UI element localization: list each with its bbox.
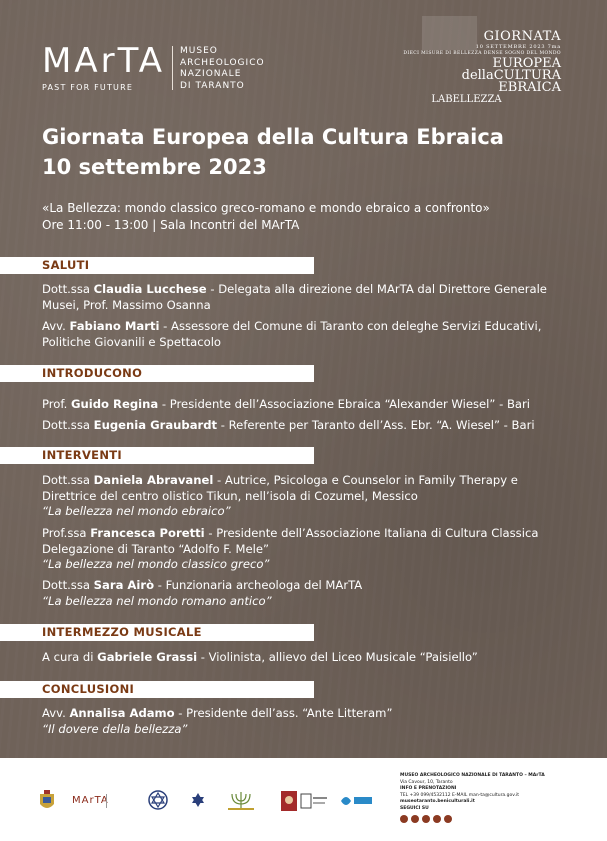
youtube-icon[interactable] [422,815,430,823]
event-line-1: GIORNATA [483,29,561,44]
entry-interventi-2: Prof.ssa Francesca Poretti - Presidente dell’Associazione Italiana di Cultura Classica Delegazione di Taranto “Adolfo F. Mele” “La bellezza nel mondo classico greco” [42,526,539,571]
cultural-association-icon [280,790,298,812]
footer-info: MUSEO ARCHEOLOGICO NAZIONALE DI TARANTO – MArTA Via Cavour, 10, Taranto INFO E PRENOTAZIONI TEL +39 099/4532112 E-MAIL man-ta@cultura.gov.it museotaranto.beniculturali.it SEGUICI SU [400,773,600,823]
page-title: Giornata Europea della Cultura Ebraica 10 settembre 2023 [42,125,504,179]
section-bar-intermezzo: INTERMEZZO MUSICALE [0,624,314,641]
facebook-icon[interactable] [400,815,408,823]
entry-introducono-2: Dott.ssa Eugenia Graubardt - Referente per Taranto dell’Ass. Ebr. “A. Wiesel” - Bari [42,418,535,432]
event-logo [403,30,561,106]
entry-introducono-1: Prof. Guido Regina - Presidente dell’Associazione Ebraica “Alexander Wiesel” - Bari [42,397,531,411]
star-of-david-icon [148,790,168,810]
section-bar-conclusioni: CONCLUSIONI [0,681,314,698]
marta-logo [42,41,265,92]
ucei-logo-icon [338,790,374,812]
event-line-5: LABELLEZZA [431,94,502,105]
event-subtitle: «La Bellezza: mondo classico greco-romano e mondo ebraico a confronto» Ore 11:00 - 13:00 | Sala Incontri del MArTA [42,201,490,232]
footer-website-link[interactable]: museotaranto.beniculturali.it [400,799,475,804]
section-bar-interventi: INTERVENTI [0,447,314,464]
event-line-3: dellaCULTURA [461,68,561,83]
entry-intermezzo-1: A cura di Gabriele Grassi - Violinista, allievo del Liceo Musicale “Paisiello” [42,650,478,664]
entry-saluti-2: Avv. Fabiano Marti - Assessore del Comune di Taranto con deleghe Servizi Educativi, Politiche Giovanili e Spettacolo [42,319,542,349]
logo-tagline: PAST FOR FUTURE [42,83,134,92]
event-date: 10 SETTEMBRE 2023 7ma [475,44,561,50]
instagram-icon[interactable] [411,815,419,823]
event-sub: DIECI MISURE DI BELLEZZA DENSE SOGNO DEL MONDO [403,51,561,56]
logo-museum-name: MUSEO ARCHEOLOGICO NAZIONALE DI TARANTO [180,46,265,91]
star-logo-icon [188,790,208,810]
event-line-2: EUROPEA [492,56,561,71]
entry-interventi-1: Dott.ssa Daniela Abravanel - Autrice, Psicologa e Counselor in Family Therapy e Direttrice del centro olistico Tikun, nell’isola di Cozumel, Messico “La bellezza nel mondo ebraico” [42,473,518,518]
section-bar-saluti: SALUTI [0,257,314,274]
region-crest-icon [38,788,56,814]
logo-separator [172,46,173,90]
sponsor-museum-mark [106,794,132,808]
entry-saluti-1: Dott.ssa Claudia Lucchese - Delegata alla direzione del MArTA dal Direttore Generale Musei, Prof. Massimo Osanna [42,282,547,312]
logo-word: MArTA [42,41,165,81]
tripadvisor-icon[interactable] [444,815,452,823]
menorah-logo-icon [224,790,258,812]
aicc-logo-icon [300,792,328,810]
tiktok-icon[interactable] [433,815,441,823]
sponsor-marta-logo: MArTA [72,795,109,806]
event-line-4: EBRAICA [498,80,561,95]
entry-interventi-3: Dott.ssa Sara Airò - Funzionaria archeologa del MArTA “La bellezza nel mondo romano antico” [42,578,363,608]
section-bar-introducono: INTRODUCONO [0,365,314,382]
social-links [400,815,600,823]
entry-conclusioni-1: Avv. Annalisa Adamo - Presidente dell’ass. “Ante Litteram” “Il dovere della bellezza” [42,706,393,736]
